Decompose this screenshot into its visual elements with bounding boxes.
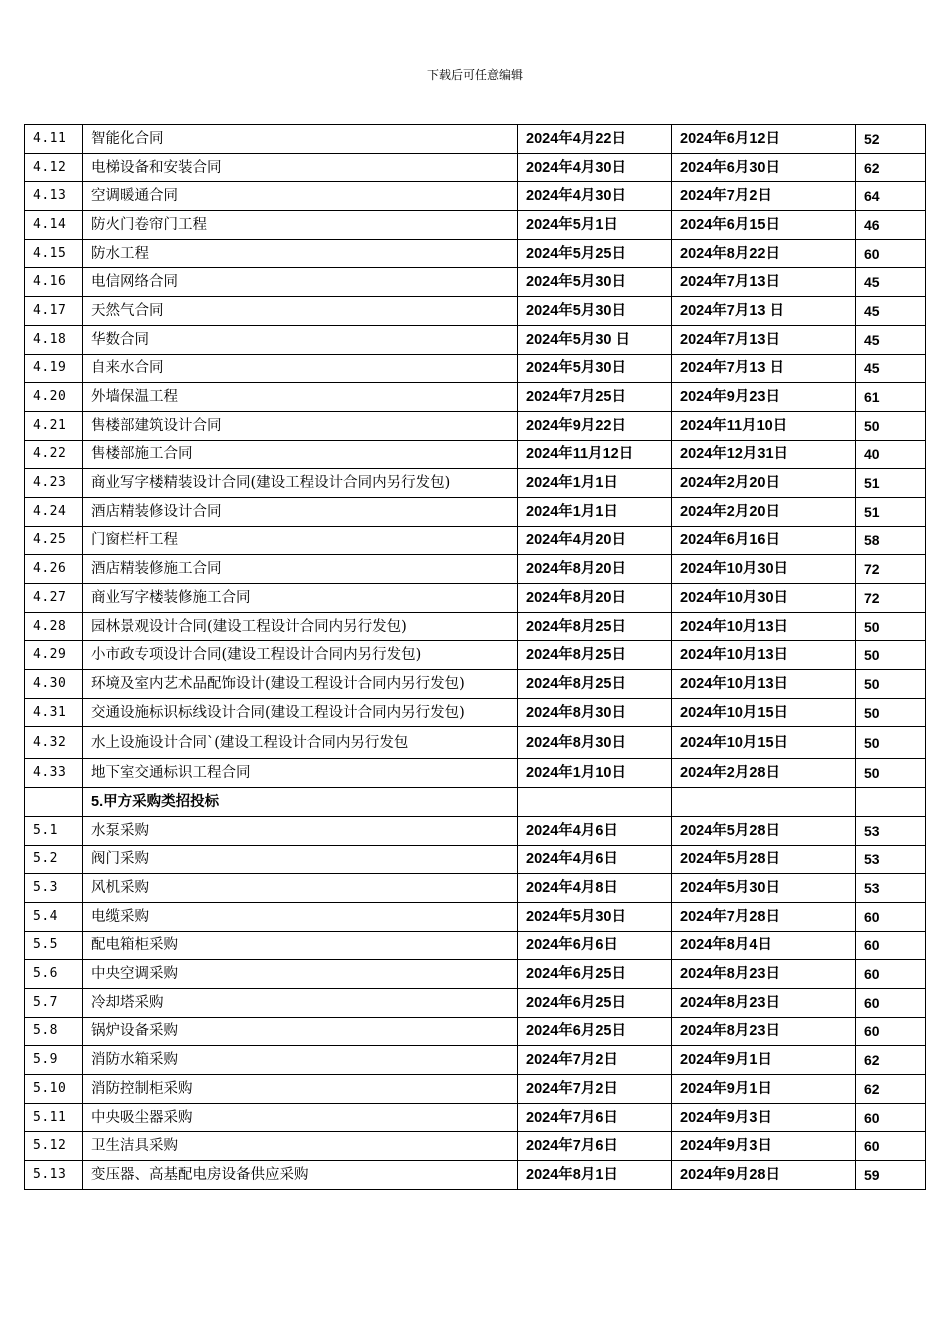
table-row [25,670,926,699]
item-name-cell: 门窗栏杆工程 [83,526,518,555]
end-date-cell: 2024年7月2日 [672,182,856,211]
item-name-cell: 酒店精装修施工合同 [83,555,518,584]
item-number-cell: 5.1 [25,816,83,845]
end-date-cell: 2024年10月13日 [672,612,856,641]
duration-days-cell: 50 [856,759,926,788]
item-name-cell: 电信网络合同 [83,268,518,297]
item-number-cell: 4.21 [25,411,83,440]
table-row [25,612,926,641]
table-row [25,1075,926,1104]
end-date-cell: 2024年10月15日 [672,727,856,759]
schedule-table [24,124,926,1190]
item-number-cell: 4.27 [25,584,83,613]
end-date-cell: 2024年7月13 日 [672,354,856,383]
table-row [25,727,926,759]
start-date-cell [518,788,672,817]
item-number-cell: 5.11 [25,1103,83,1132]
end-date-cell: 2024年6月15日 [672,211,856,240]
duration-days-cell: 50 [856,727,926,759]
duration-days-cell: 62 [856,1075,926,1104]
schedule-body [25,125,926,1190]
end-date-cell: 2024年12月31日 [672,440,856,469]
table-row [25,125,926,154]
start-date-cell: 2024年4月30日 [518,153,672,182]
duration-days-cell: 64 [856,182,926,211]
duration-days-cell: 72 [856,555,926,584]
end-date-cell: 2024年6月12日 [672,125,856,154]
start-date-cell: 2024年8月30日 [518,698,672,727]
item-number-cell: 4.22 [25,440,83,469]
item-name-cell: 空调暖通合同 [83,182,518,211]
end-date-cell: 2024年8月22日 [672,239,856,268]
item-name-cell: 交通设施标识标线设计合同(建设工程设计合同内另行发包) [83,698,518,727]
end-date-cell: 2024年10月13日 [672,641,856,670]
start-date-cell: 2024年5月30日 [518,354,672,383]
start-date-cell: 2024年8月30日 [518,727,672,759]
end-date-cell: 2024年5月30日 [672,874,856,903]
table-row [25,1017,926,1046]
duration-days-cell: 40 [856,440,926,469]
item-number-cell: 4.26 [25,555,83,584]
item-number-cell: 5.12 [25,1132,83,1161]
end-date-cell: 2024年11月10日 [672,411,856,440]
end-date-cell: 2024年2月28日 [672,759,856,788]
end-date-cell: 2024年7月13日 [672,268,856,297]
table-row [25,902,926,931]
end-date-cell: 2024年9月23日 [672,383,856,412]
item-name-cell: 风机采购 [83,874,518,903]
item-number-cell: 4.31 [25,698,83,727]
item-name-cell: 智能化合同 [83,125,518,154]
table-row [25,584,926,613]
item-name-cell: 电缆采购 [83,902,518,931]
duration-days-cell: 50 [856,612,926,641]
duration-days-cell: 45 [856,354,926,383]
item-number-cell: 4.24 [25,497,83,526]
start-date-cell: 2024年5月1日 [518,211,672,240]
table-row [25,469,926,498]
table-row [25,211,926,240]
table-row [25,411,926,440]
start-date-cell: 2024年8月25日 [518,641,672,670]
start-date-cell: 2024年4月6日 [518,816,672,845]
table-row [25,555,926,584]
start-date-cell: 2024年8月25日 [518,612,672,641]
table-row [25,931,926,960]
item-number-cell: 4.23 [25,469,83,498]
duration-days-cell: 60 [856,931,926,960]
table-row [25,440,926,469]
item-name-cell: 商业写字楼装修施工合同 [83,584,518,613]
table-row [25,268,926,297]
table-row [25,759,926,788]
item-number-cell: 4.14 [25,211,83,240]
duration-days-cell: 46 [856,211,926,240]
item-number-cell: 4.19 [25,354,83,383]
item-number-cell: 4.12 [25,153,83,182]
item-name-cell: 天然气合同 [83,297,518,326]
start-date-cell: 2024年1月10日 [518,759,672,788]
duration-days-cell: 72 [856,584,926,613]
start-date-cell: 2024年11月12日 [518,440,672,469]
item-name-cell: 防水工程 [83,239,518,268]
end-date-cell: 2024年10月15日 [672,698,856,727]
table-row [25,239,926,268]
duration-days-cell: 50 [856,670,926,699]
table-row [25,1132,926,1161]
start-date-cell: 2024年1月1日 [518,469,672,498]
start-date-cell: 2024年1月1日 [518,497,672,526]
start-date-cell: 2024年8月20日 [518,584,672,613]
item-number-cell: 5.6 [25,960,83,989]
item-name-cell: 自来水合同 [83,354,518,383]
start-date-cell: 2024年6月25日 [518,988,672,1017]
start-date-cell: 2024年8月25日 [518,670,672,699]
item-name-cell: 商业写字楼精装设计合同(建设工程设计合同内另行发包) [83,469,518,498]
section-header-row [25,788,926,817]
item-number-cell: 4.30 [25,670,83,699]
duration-days-cell: 58 [856,526,926,555]
duration-days-cell: 52 [856,125,926,154]
end-date-cell: 2024年5月28日 [672,845,856,874]
end-date-cell: 2024年10月30日 [672,584,856,613]
start-date-cell: 2024年5月30日 [518,268,672,297]
item-number-cell: 5.8 [25,1017,83,1046]
duration-days-cell: 59 [856,1161,926,1190]
start-date-cell: 2024年9月22日 [518,411,672,440]
end-date-cell: 2024年9月3日 [672,1132,856,1161]
item-name-cell: 水泵采购 [83,816,518,845]
end-date-cell: 2024年8月23日 [672,960,856,989]
item-number-cell: 4.17 [25,297,83,326]
item-name-cell: 防火门卷帘门工程 [83,211,518,240]
table-row [25,354,926,383]
item-name-cell: 售楼部施工合同 [83,440,518,469]
item-name-cell: 售楼部建筑设计合同 [83,411,518,440]
duration-days-cell: 53 [856,845,926,874]
table-row [25,1046,926,1075]
start-date-cell: 2024年4月6日 [518,845,672,874]
item-number-cell: 4.13 [25,182,83,211]
item-number-cell: 4.32 [25,727,83,759]
item-name-cell: 水上设施设计合同`(建设工程设计合同内另行发包 [83,727,518,759]
start-date-cell: 2024年7月25日 [518,383,672,412]
start-date-cell: 2024年7月2日 [518,1075,672,1104]
item-number-cell: 5.2 [25,845,83,874]
table-row [25,1103,926,1132]
duration-days-cell: 50 [856,698,926,727]
start-date-cell: 2024年5月30 日 [518,325,672,354]
duration-days-cell: 53 [856,816,926,845]
duration-days-cell: 51 [856,469,926,498]
start-date-cell: 2024年8月20日 [518,555,672,584]
end-date-cell: 2024年2月20日 [672,469,856,498]
table-row [25,1161,926,1190]
table-row [25,526,926,555]
item-number-cell: 5.7 [25,988,83,1017]
duration-days-cell: 53 [856,874,926,903]
end-date-cell: 2024年9月1日 [672,1046,856,1075]
item-name-cell: 园林景观设计合同(建设工程设计合同内另行发包) [83,612,518,641]
end-date-cell: 2024年9月28日 [672,1161,856,1190]
table-row [25,497,926,526]
table-row [25,816,926,845]
duration-days-cell: 62 [856,1046,926,1075]
item-name-cell: 卫生洁具采购 [83,1132,518,1161]
end-date-cell: 2024年6月16日 [672,526,856,555]
duration-days-cell: 51 [856,497,926,526]
start-date-cell: 2024年4月30日 [518,182,672,211]
end-date-cell: 2024年7月28日 [672,902,856,931]
start-date-cell: 2024年4月8日 [518,874,672,903]
table-row [25,153,926,182]
table-row [25,845,926,874]
table-row [25,297,926,326]
item-number-cell: 4.25 [25,526,83,555]
item-number-cell: 5.13 [25,1161,83,1190]
start-date-cell: 2024年7月2日 [518,1046,672,1075]
item-name-cell: 环境及室内艺术品配饰设计(建设工程设计合同内另行发包) [83,670,518,699]
end-date-cell: 2024年9月1日 [672,1075,856,1104]
item-name-cell: 小市政专项设计合同(建设工程设计合同内另行发包) [83,641,518,670]
item-name-cell: 地下室交通标识工程合同 [83,759,518,788]
duration-days-cell: 60 [856,1017,926,1046]
item-name-cell: 5.甲方采购类招投标 [83,788,518,817]
item-number-cell: 4.11 [25,125,83,154]
start-date-cell: 2024年6月6日 [518,931,672,960]
page-header: 下载后可任意编辑 [426,68,523,82]
duration-days-cell: 60 [856,960,926,989]
item-number-cell [25,788,83,817]
end-date-cell: 2024年8月23日 [672,988,856,1017]
start-date-cell: 2024年5月30日 [518,902,672,931]
start-date-cell: 2024年5月30日 [518,297,672,326]
end-date-cell: 2024年6月30日 [672,153,856,182]
duration-days-cell: 50 [856,411,926,440]
table-row [25,641,926,670]
item-name-cell: 中央吸尘器采购 [83,1103,518,1132]
duration-days-cell: 45 [856,268,926,297]
end-date-cell: 2024年8月23日 [672,1017,856,1046]
table-row [25,325,926,354]
table-row [25,874,926,903]
end-date-cell: 2024年2月20日 [672,497,856,526]
item-name-cell: 酒店精装修设计合同 [83,497,518,526]
item-number-cell: 5.3 [25,874,83,903]
item-number-cell: 4.33 [25,759,83,788]
end-date-cell: 2024年10月13日 [672,670,856,699]
start-date-cell: 2024年7月6日 [518,1132,672,1161]
end-date-cell: 2024年10月30日 [672,555,856,584]
item-number-cell: 4.16 [25,268,83,297]
item-number-cell: 5.9 [25,1046,83,1075]
end-date-cell [672,788,856,817]
item-number-cell: 5.10 [25,1075,83,1104]
item-name-cell: 外墙保温工程 [83,383,518,412]
item-name-cell: 变压器、高基配电房设备供应采购 [83,1161,518,1190]
duration-days-cell: 60 [856,1103,926,1132]
item-name-cell: 消防控制柜采购 [83,1075,518,1104]
duration-days-cell: 60 [856,239,926,268]
table-row [25,182,926,211]
item-name-cell: 华数合同 [83,325,518,354]
end-date-cell: 2024年7月13 日 [672,297,856,326]
end-date-cell: 2024年7月13日 [672,325,856,354]
duration-days-cell: 45 [856,297,926,326]
start-date-cell: 2024年6月25日 [518,960,672,989]
duration-days-cell: 60 [856,1132,926,1161]
start-date-cell: 2024年5月25日 [518,239,672,268]
item-number-cell: 5.5 [25,931,83,960]
table-row [25,698,926,727]
duration-days-cell: 60 [856,988,926,1017]
start-date-cell: 2024年4月20日 [518,526,672,555]
end-date-cell: 2024年9月3日 [672,1103,856,1132]
item-name-cell: 冷却塔采购 [83,988,518,1017]
item-number-cell: 4.15 [25,239,83,268]
start-date-cell: 2024年6月25日 [518,1017,672,1046]
table-row [25,988,926,1017]
duration-days-cell: 60 [856,902,926,931]
table-row [25,960,926,989]
item-number-cell: 4.28 [25,612,83,641]
item-name-cell: 锅炉设备采购 [83,1017,518,1046]
item-name-cell: 消防水箱采购 [83,1046,518,1075]
item-number-cell: 4.18 [25,325,83,354]
table-row [25,383,926,412]
duration-days-cell: 50 [856,641,926,670]
start-date-cell: 2024年4月22日 [518,125,672,154]
item-number-cell: 5.4 [25,902,83,931]
item-name-cell: 阀门采购 [83,845,518,874]
duration-days-cell: 61 [856,383,926,412]
duration-days-cell: 62 [856,153,926,182]
duration-days-cell [856,788,926,817]
end-date-cell: 2024年8月4日 [672,931,856,960]
item-name-cell: 中央空调采购 [83,960,518,989]
item-name-cell: 电梯设备和安装合同 [83,153,518,182]
duration-days-cell: 45 [856,325,926,354]
start-date-cell: 2024年8月1日 [518,1161,672,1190]
start-date-cell: 2024年7月6日 [518,1103,672,1132]
item-number-cell: 4.29 [25,641,83,670]
end-date-cell: 2024年5月28日 [672,816,856,845]
item-name-cell: 配电箱柜采购 [83,931,518,960]
item-number-cell: 4.20 [25,383,83,412]
